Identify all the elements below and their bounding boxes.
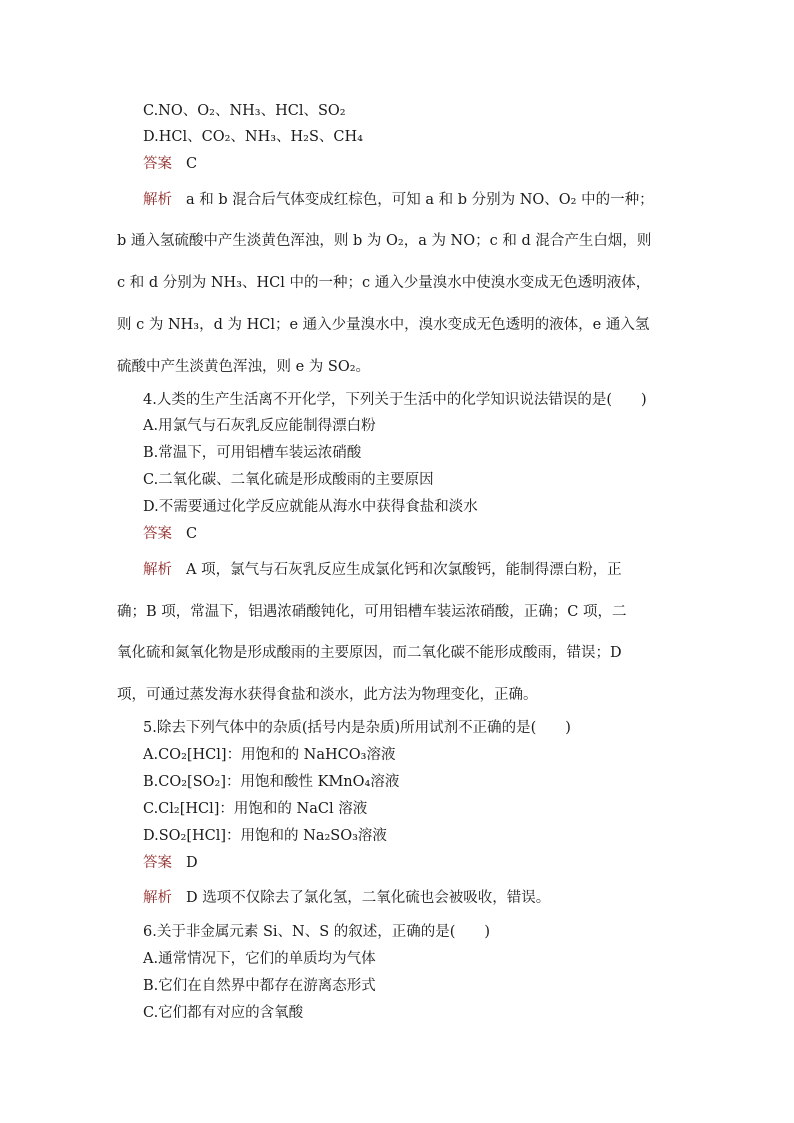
explanation-text: a 和 b 混合后气体变成红棕色，可知 a 和 b 分别为 NO、O₂ 中的一种； xyxy=(186,192,654,208)
q3-explanation-line-3: c 和 d 分别为 NH₃、HCl 中的一种；c 通入少量溴水中使溴水变成无色透明液体， xyxy=(117,275,651,291)
q4-explanation-line-2: 确；B 项，常温下，铝遇浓硝酸钝化，可用铝槽车装运浓硝酸，正确；C 项，二 xyxy=(117,604,627,620)
q3-answer xyxy=(143,154,197,174)
q4-option-c: C.二氧化碳、二氧化硫是形成酸雨的主要原因 xyxy=(143,472,434,488)
q6-option-b: B.它们在自然界中都存在游离态形式 xyxy=(143,978,376,994)
q4-answer xyxy=(143,524,197,544)
q3-explanation-line-1 xyxy=(143,190,654,210)
q5-explanation-line-1 xyxy=(143,888,550,908)
explanation-label: 解析 xyxy=(143,562,172,578)
q4-explanation-line-1 xyxy=(143,560,622,580)
explanation-label: 解析 xyxy=(143,890,172,906)
answer-value: C xyxy=(186,526,198,542)
explanation-text: A 项，氯气与石灰乳反应生成氯化钙和次氯酸钙，能制得漂白粉，正 xyxy=(186,562,622,578)
q5-option-a: A.CO₂[HCl]：用饱和的 NaHCO₃溶液 xyxy=(143,747,396,763)
q3-explanation-line-2: b 通入氢硫酸中产生淡黄色浑浊，则 b 为 O₂，a 为 NO；c 和 d 混合产生白烟，则 xyxy=(117,233,652,249)
q3-explanation-line-4: 则 c 为 NH₃，d 为 HCl；e 通入少量溴水中，溴水变成无色透明的液体，e 通入氢 xyxy=(117,317,650,333)
answer-value: C xyxy=(186,156,198,172)
q4-option-d: D.不需要通过化学反应就能从海水中获得食盐和淡水 xyxy=(143,499,478,515)
q4-option-b: B.常温下，可用铝槽车装运浓硝酸 xyxy=(143,445,362,461)
q5-stem: 5.除去下列气体中的杂质(括号内是杂质)所用试剂不正确的是( ) xyxy=(143,720,571,736)
q4-option-a: A.用氯气与石灰乳反应能制得漂白粉 xyxy=(143,418,376,434)
q5-option-b: B.CO₂[SO₂]：用饱和酸性 KMnO₄溶液 xyxy=(143,774,400,790)
q6-option-c: C.它们都有对应的含氧酸 xyxy=(143,1005,304,1021)
q6-option-a: A.通常情况下，它们的单质均为气体 xyxy=(143,951,376,967)
q3-option-c: C.NO、O₂、NH₃、HCl、SO₂ xyxy=(143,103,346,119)
answer-label: 答案 xyxy=(143,156,172,172)
q6-stem: 6.关于非金属元素 Si、N、S 的叙述，正确的是( ) xyxy=(143,924,491,940)
explanation-label: 解析 xyxy=(143,192,172,208)
q4-explanation-line-4: 项，可通过蒸发海水获得食盐和淡水，此方法为物理变化，正确。 xyxy=(117,687,538,703)
q4-stem: 4.人类的生产生活离不开化学，下列关于生活中的化学知识说法错误的是( ) xyxy=(143,392,647,408)
answer-label: 答案 xyxy=(143,855,172,871)
answer-label: 答案 xyxy=(143,526,172,542)
q5-option-d: D.SO₂[HCl]：用饱和的 Na₂SO₃溶液 xyxy=(143,828,387,844)
q3-option-d: D.HCl、CO₂、NH₃、H₂S、CH₄ xyxy=(143,129,363,145)
q5-option-c: C.Cl₂[HCl]：用饱和的 NaCl 溶液 xyxy=(143,801,368,817)
answer-value: D xyxy=(186,855,198,871)
q4-explanation-line-3: 氧化硫和氮氧化物是形成酸雨的主要原因，而二氧化碳不能形成酸雨，错误；D xyxy=(117,645,622,661)
q3-explanation-line-5: 硫酸中产生淡黄色浑浊，则 e 为 SO₂。 xyxy=(117,359,371,375)
explanation-text: D 选项不仅除去了氯化氢，二氧化硫也会被吸收，错误。 xyxy=(186,890,551,906)
q5-answer xyxy=(143,853,198,873)
